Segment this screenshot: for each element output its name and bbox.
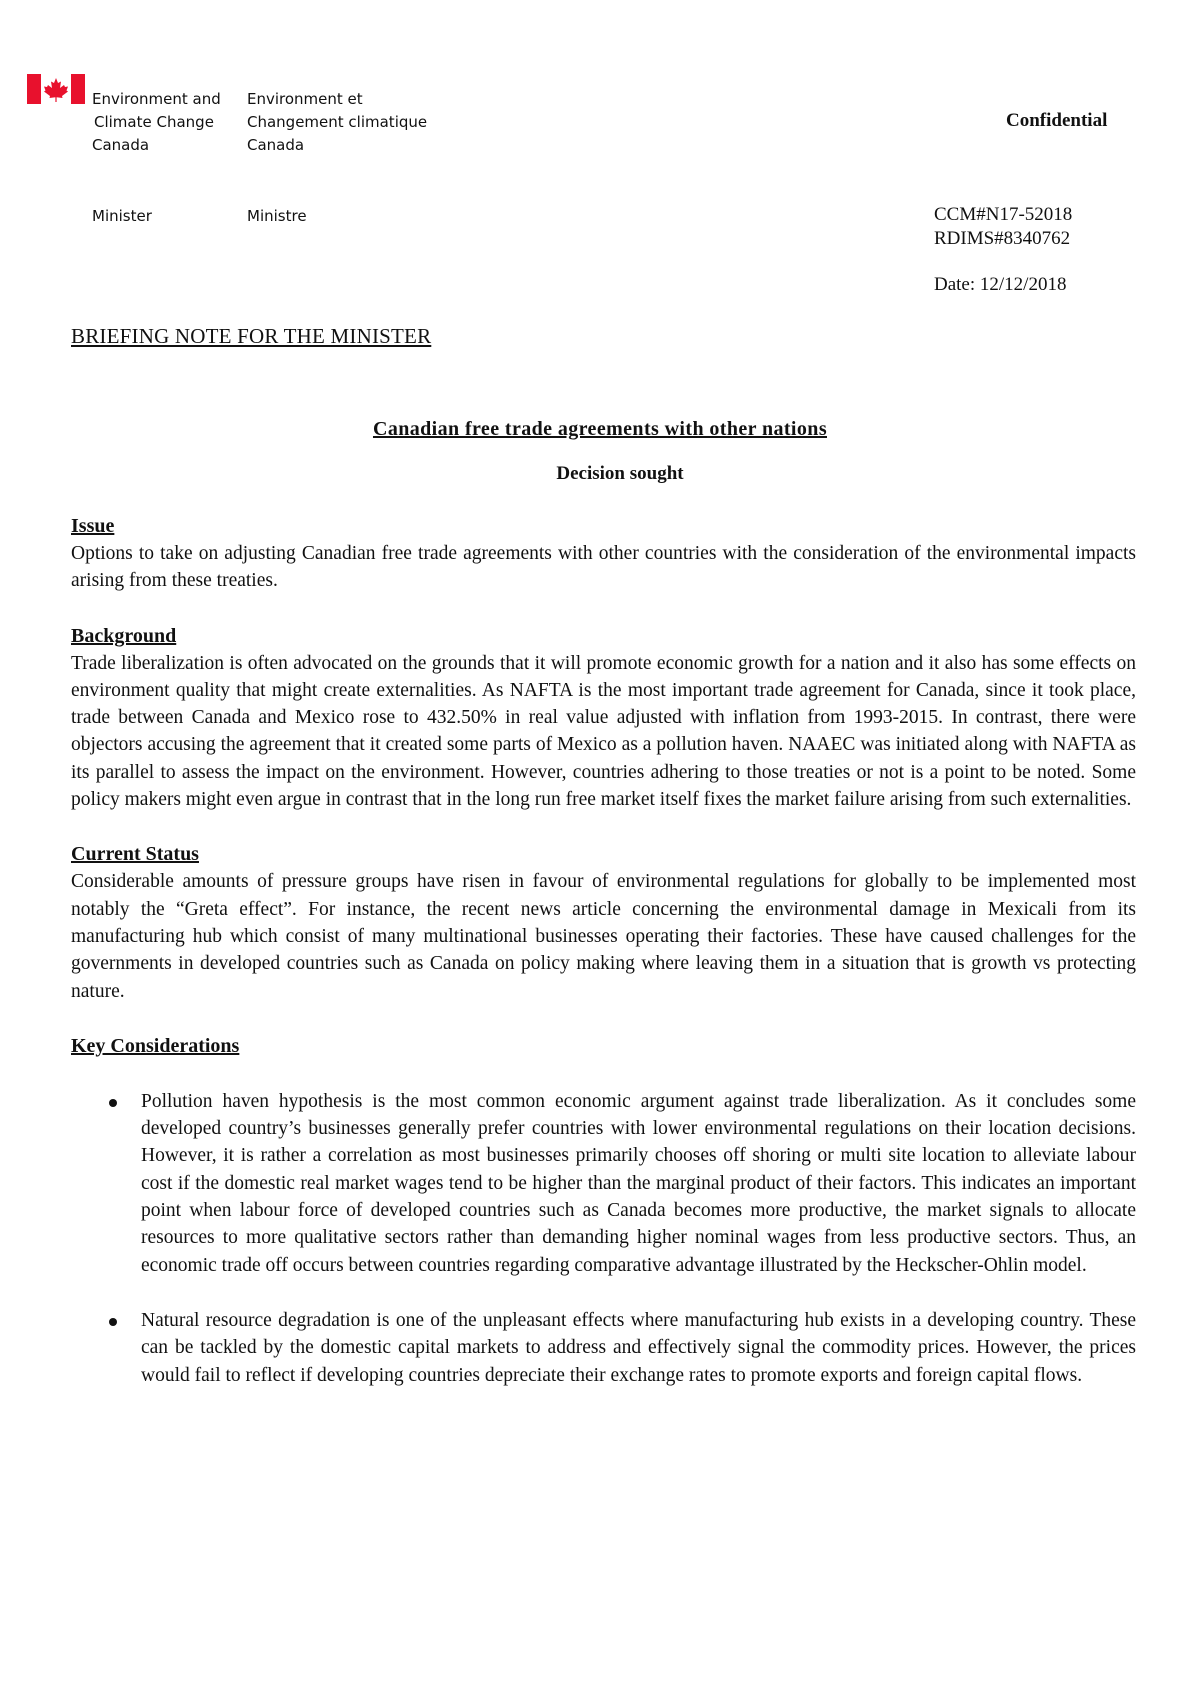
canada-flag-icon — [27, 74, 85, 104]
issue-heading: Issue — [71, 515, 115, 537]
key-considerations-list — [71, 1088, 1136, 1389]
rdims-number: RDIMS#8340762 — [934, 228, 1071, 249]
dept-en-line: Environment and — [92, 90, 221, 108]
document-date: Date: 12/12/2018 — [934, 274, 1067, 295]
reference-block — [934, 203, 1072, 297]
current-status-heading: Current Status — [71, 843, 199, 866]
background-section — [71, 623, 1136, 814]
decision-sought-label: Decision sought — [556, 463, 684, 484]
dept-en-line: Canada — [92, 136, 150, 154]
dept-fr-line: Environment et — [247, 90, 363, 108]
minister-label-french: Ministre — [247, 207, 307, 225]
issue-section — [71, 513, 1136, 595]
briefing-note-title: BRIEFING NOTE FOR THE MINISTER — [71, 324, 432, 348]
list-item-text: Pollution haven hypothesis is the most common economic argument against trade liberalization. As it concludes some developed country’s businesses generally prefer countries with lower environmental regulations on their location decisions. However, it is rather a correlation as most businesses primarily chooses off shoring or multi site location to alleviate labour cost if the domestic real market wages tend to be higher than the marginal product of their factors. This indicates an important point when labour force of developed countries such as Canada becomes more productive, the market signals to allocate resources to more qualitative sectors rather than demanding higher nominal wages from less productive sectors. Thus, an economic trade off occurs between countries regarding comparative advantage illustrated by the Heckscher-Ohlin model. — [141, 1090, 1136, 1276]
department-name-english — [92, 88, 221, 157]
key-considerations-section — [71, 1033, 1136, 1389]
bullet-icon — [109, 1099, 117, 1107]
current-status-section — [71, 841, 1136, 1004]
document-body — [71, 513, 1136, 1417]
minister-label-english: Minister — [92, 207, 152, 225]
list-item-text: Natural resource degradation is one of the unpleasant effects where manufacturing hub exists in a developing country. These can be tackled by the domestic capital markets to address and effectively signal the commodity prices. However, the prices would fail to reflect if developing countries depreciate their exchange rates to promote exports and foreign capital flows. — [141, 1309, 1136, 1386]
issue-text: Options to take on adjusting Canadian free trade agreements with other countries with the consideration of the environmental impacts arising from these treaties. — [71, 543, 1136, 592]
background-heading: Background — [71, 624, 177, 647]
bullet-icon — [109, 1318, 117, 1326]
list-item — [71, 1307, 1136, 1389]
dept-en-line: Climate Change — [94, 113, 214, 131]
department-name-french — [247, 88, 427, 157]
list-item — [71, 1088, 1136, 1279]
dept-fr-line: Changement climatique — [247, 113, 428, 131]
key-considerations-heading: Key Considerations — [71, 1034, 240, 1057]
ccm-number: CCM#N17-52018 — [934, 204, 1073, 225]
dept-fr-line: Canada — [247, 136, 305, 154]
background-text: Trade liberalization is often advocated on the grounds that it will promote economic growth for a nation and it also has some effects on environment quality that might create externalities. As NAFTA is the most important trade agreement for Canada, since it took place, trade between Canada and Mexico rose to 432.50% in real value adjusted with inflation from 1993-2015. In contrast, there were objectors accusing the agreement that it created some parts of Mexico as a pollution haven. NAAEC was initiated along with NAFTA as its parallel to assess the impact on the environment. However, countries adhering to those treaties or not is a point to be noted. Some policy makers might even argue in contrast that in the long run free market itself fixes the market failure arising from such externalities. — [71, 652, 1136, 811]
document-subject-title: Canadian free trade agreements with other nations — [372, 418, 827, 440]
confidential-label: Confidential — [1006, 110, 1108, 131]
current-status-text: Considerable amounts of pressure groups have risen in favour of environmental regulations for globally to be implemented most notably the “Greta effect”. For instance, the recent news article concerning the environmental damage in Mexicali from its manufacturing hub which consist of many multinational businesses operating their factories. These have caused challenges for the governments in developed countries such as Canada on policy making where leaving them in a situation that is growth vs protecting nature. — [71, 871, 1136, 1002]
